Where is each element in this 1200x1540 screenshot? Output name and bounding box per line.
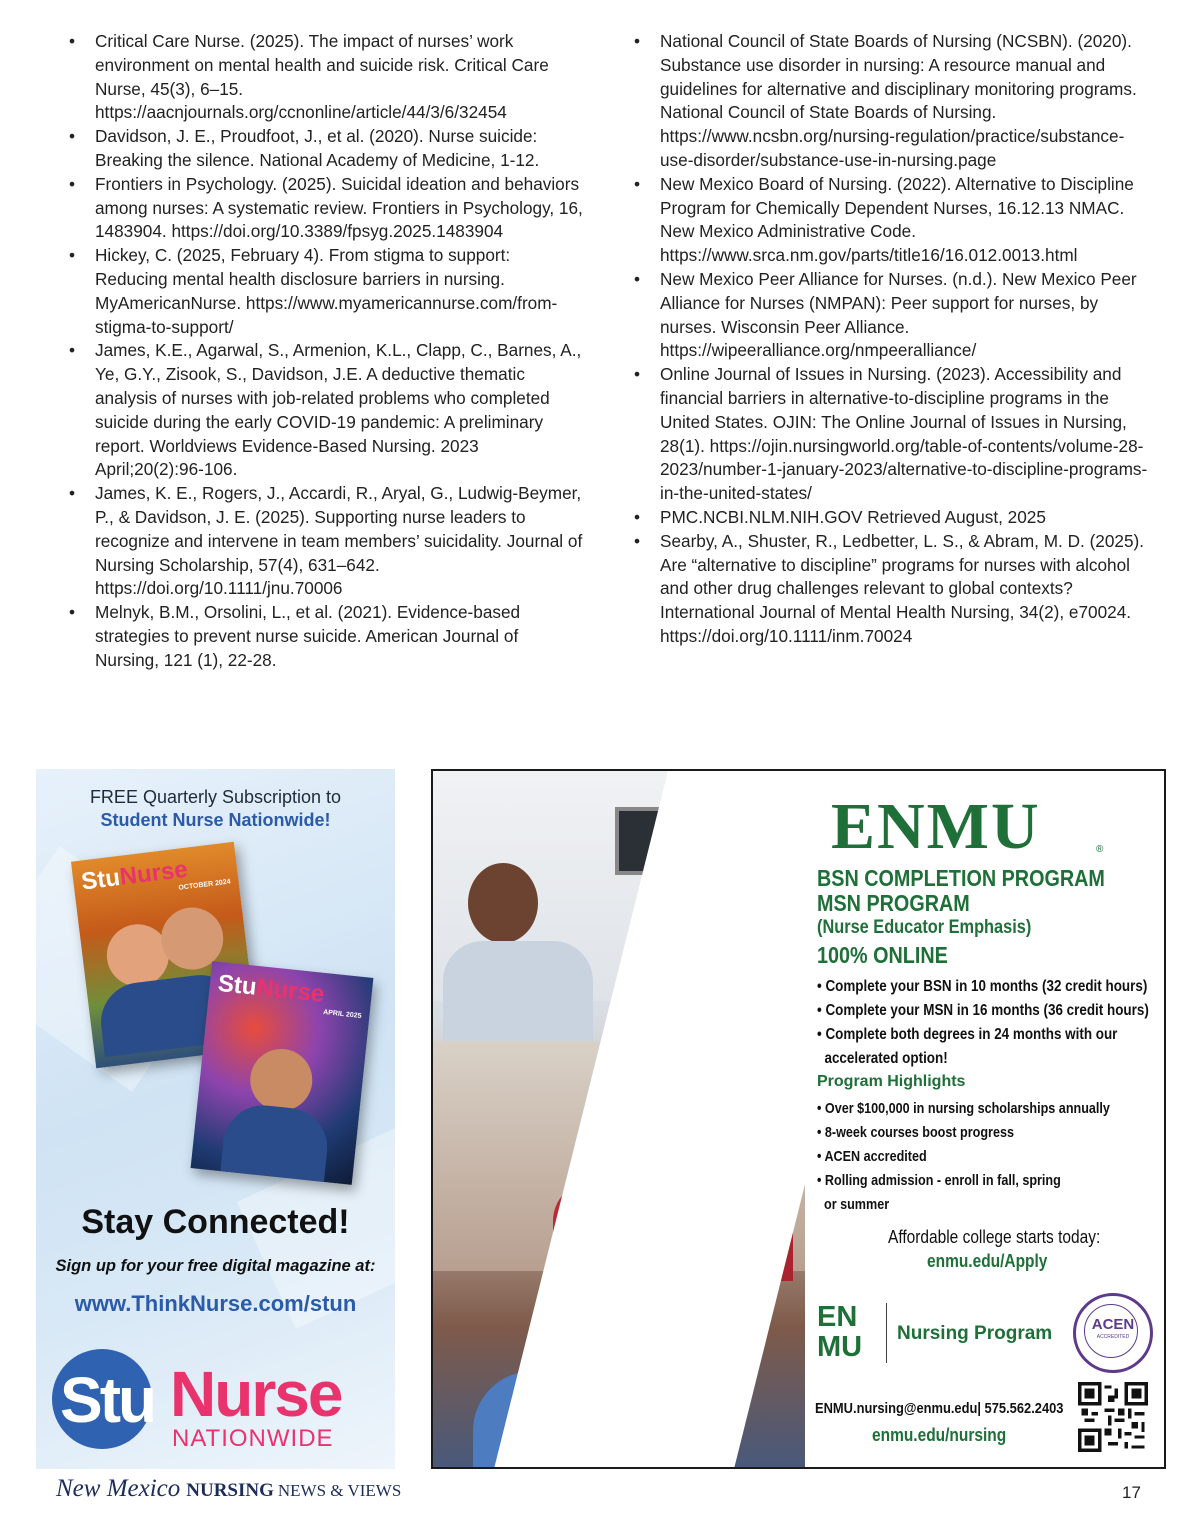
logo-nationwide: NATIONWIDE [172,1425,334,1452]
stunurse-logo [52,1349,382,1452]
footer-new-mexico: New Mexico [56,1475,181,1502]
list-item: • Rolling admission - enroll in fall, spring [817,1172,1061,1189]
nursing-url-link[interactable]: enmu.edu/nursing [872,1425,1007,1445]
reference-item: • Davidson, J. E., Proudfoot, J., et al. (2020). Nurse suicide: Breaking the silence. National Academy of Medicine, 1-12. [66,125,586,173]
signup-prompt: Sign up for your free digital magazine at: [55,1257,376,1275]
list-item: • 8-week courses boost progress [817,1124,1014,1141]
acen-seal [1073,1293,1153,1373]
list-item: • Complete your MSN in 16 months (36 credit hours) [817,1002,1149,1019]
qr-code-icon[interactable] [1078,1382,1148,1452]
registered-mark: ® [1096,844,1104,855]
footer-nursing: NURSING [186,1480,274,1501]
references-left-column [66,30,586,673]
reference-item: • James, K. E., Rogers, J., Accardi, R., Aryal, G., Ludwig-Beymer, P., & Davidson, J. E. (2025). Supporting nurse leaders to recognize and intervene in team members’ suicidality. Journal of Nursing Scholarship, 57(4), 631–642. https://doi.org/10.1111/jnu.70006 [66,482,586,601]
patient-gown [443,941,593,1041]
reference-item: • PMC.NCBI.NLM.NIH.GOV Retrieved August, 2025 [631,506,1156,530]
publication-footer [56,1475,401,1503]
online-heading: 100% ONLINE [817,942,948,968]
nurse-educator-emphasis: (Nurse Educator Emphasis) [817,917,1032,938]
magazine-date: APRIL 2025 [322,1008,362,1020]
reference-item: • Critical Care Nurse. (2025). The impact of nurses’ work environment on mental health and suicide risk. Critical Care Nurse, 45(3), 6–15. https://aacnjournals.org/ccnonline/article/44/3/6/32454 [66,30,586,125]
msn-program-heading: MSN PROGRAM [817,890,970,916]
footer-news-views: NEWS & VIEWS [277,1481,402,1500]
reference-item: • Frontiers in Psychology. (2025). Suicidal ideation and behaviors among nurses: A systematic review. Frontiers in Psychology, 16, 1483904. https://doi.org/10.3389/fpsyg.2025.1483904 [66,173,586,244]
enmu-ad[interactable] [431,769,1166,1469]
contact-info: ENMU.nursing@enmu.edu| 575.562.2403 [815,1400,1064,1417]
stay-connected-heading: Stay Connected! [81,1203,350,1241]
program-bullets [817,975,1149,1071]
reference-list-left [66,30,586,673]
logo-divider [886,1303,887,1363]
thinknurse-link[interactable]: www.ThinkNurse.com/stun [74,1291,357,1316]
cover-person [247,1046,315,1114]
bsn-program-heading: BSN COMPLETION PROGRAM [817,865,1105,891]
reference-item: • Hickey, C. (2025, February 4). From stigma to support: Reducing mental health disclosure barriers in nursing. MyAmericanNurse. https://www.myamericannurse.com/from-stigma-to-support/ [66,244,586,339]
enmu-wordmark: ENMU [831,790,1041,863]
list-item: • Complete both degrees in 24 months with our [817,1026,1118,1043]
reference-item: • New Mexico Peer Alliance for Nurses. (n.d.). New Mexico Peer Alliance for Nurses (NMPAN): Peer support for nurses, by nurses. Wisconsin Peer Alliance. https://wipeeralliance.org/nmpeeralliance/ [631,268,1156,363]
logo-nurse: Nurse [170,1358,342,1430]
magazine-date: OCTOBER 2024 [178,878,232,892]
list-item: • ACEN accredited [817,1148,927,1165]
page-number: 17 [1122,1483,1141,1502]
reference-item: • Searby, A., Shuster, R., Ledbetter, L. S., & Abram, M. D. (2025). Are “alternative to discipline” programs for nurses with alcohol and other drug challenges relevant to global contexts? International Journal of Mental Health Nursing, 34(2), e70024. https://doi.org/10.1111/inm.70024 [631,530,1156,649]
logo-stu: Stu [60,1364,155,1436]
reference-item: • James, K.E., Agarwal, S., Armenion, K.L., Clapp, C., Barnes, A., Ye, G.Y., Zisook, S., Davidson, J.E. A deductive thematic analysis of nurses with job-related problems who completed suicide during the early COVID-19 pandemic: A preliminary report. Worldviews Evidence-Based Nursing. 2023 April;20(2):96-106. [66,339,586,482]
acen-seal-subtext: ACCREDITED [1096,1334,1130,1340]
nursing-program-label: Nursing Program [897,1323,1053,1344]
affordable-tagline: Affordable college starts today: [888,1227,1101,1247]
program-highlights-heading: Program Highlights [817,1073,966,1090]
patient-head [468,863,538,943]
reference-item: • Melnyk, B.M., Orsolini, L., et al. (2021). Evidence-based strategies to prevent nurse suicide. American Journal of Nursing, 121 (1), 22-28. [66,601,586,672]
list-item: or summer [817,1196,890,1213]
magazine-logo: StuNurse [79,855,190,896]
acen-seal-text: ACEN [1091,1316,1135,1333]
magazine-logo: StuNurse [216,969,326,1008]
reference-item: • National Council of State Boards of Nursing (NCSBN). (2020). Substance use disorder in nursing: A resource manual and guidelines for alternative and disciplinary monitoring programs. National Council of State Boards of Nursing. https://www.ncsbn.org/nursing-regulation/practice/substance-use-disorder/substance-use-in-nursing.page [631,30,1156,173]
magazine-cover-april [191,961,374,1185]
subscription-headline: FREE Quarterly Subscription to [89,787,342,807]
stunurse-ad[interactable] [36,769,395,1469]
list-item: accelerated option! [817,1050,948,1067]
reference-list-right [631,30,1156,649]
references-right-column [631,30,1156,649]
reference-item: • New Mexico Board of Nursing. (2022). Alternative to Discipline Program for Chemically Dependent Nurses, 16.12.13 NMAC. New Mexico Administrative Code. https://www.srca.nm.gov/parts/title16/16.012.0013.html [631,173,1156,268]
list-item: • Complete your BSN in 10 months (32 credit hours) [817,978,1148,995]
nursing-students-photo [433,771,805,1467]
list-item: • Over $100,000 in nursing scholarships annually [817,1100,1110,1117]
highlights-list [817,1097,1110,1217]
enmu-logo-mark: EN MU [817,1301,863,1363]
magazine-name-headline: Student Nurse Nationwide! [100,810,331,830]
reference-item: • Online Journal of Issues in Nursing. (2023). Accessibility and financial barriers in alternative-to-discipline programs in the United States. OJIN: The Online Journal of Issues in Nursing, 28(1). https://ojin.nursingworld.org/table-of-contents/volume-28-2023/number-1-january-2023/alternative-to-discipline-programs-in-the-united-states/ [631,363,1156,506]
cover-scrubs [220,1101,331,1181]
apply-link[interactable]: enmu.edu/Apply [927,1251,1048,1271]
